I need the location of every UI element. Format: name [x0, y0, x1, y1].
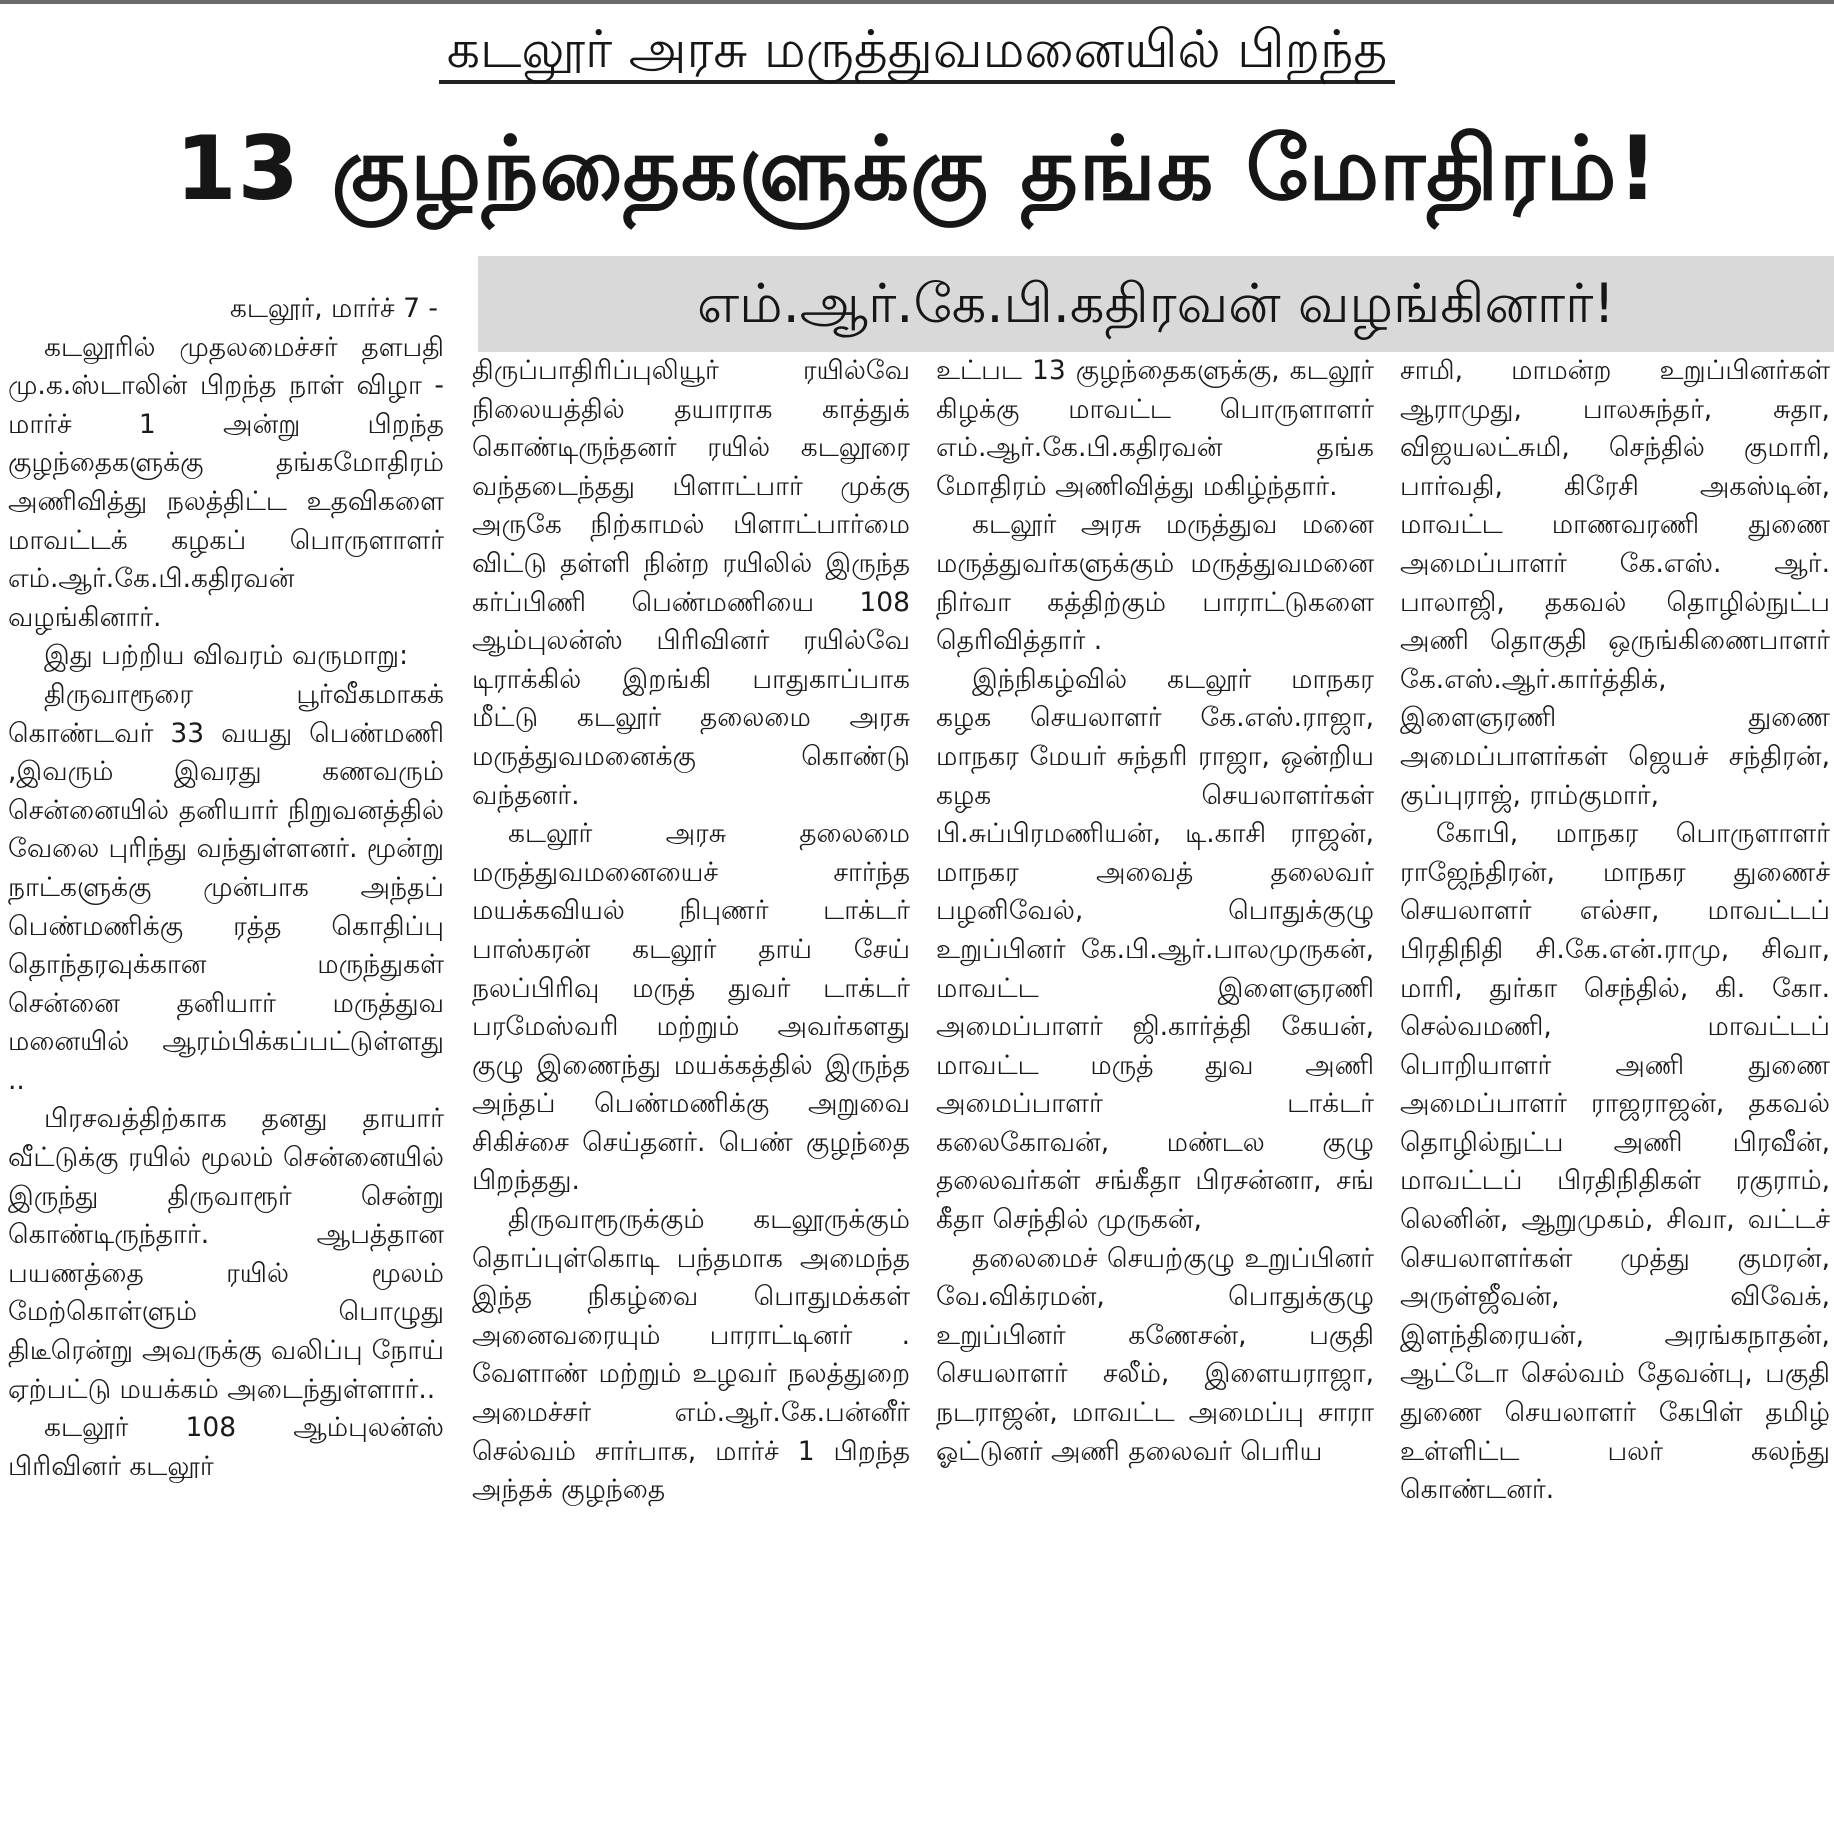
paragraph: பிரசவத்திற்காக தனது தாயார் வீட்டுக்கு ரயில் மூலம் சென்னையில் இருந்து திருவாரூர் சென்று கொண்டிருந்தார். ஆபத்தான பயணத்தை ரயில் மூலம் மேற்கொள்ளும் பொழுது திடீரென்று அவருக்கு வலிப்பு நோய் ஏற்பட்டு மயக்கம் அடைந்துள்ளார்..: [8, 1103, 444, 1405]
paragraph: கடலூரில் முதலமைச்சர் தளபதி மு.க.ஸ்டாலின் பிறந்த நாள் விழா - மார்ச் 1 அன்று பிறந்த குழந்தைகளுக்கு தங்கமோதிரம் அணிவித்து நலத்திட்ட உதவிகளை மாவட்டக் கழகப் பொருளாளர் எம்.ஆர்.கே.பி.கதிரவன் வழங்கினார்.: [8, 331, 444, 633]
article-column-2: [472, 352, 910, 1510]
paragraph: தலைமைச் செயற்குழு உறுப்பினர் வே.விக்ரமன், பொதுக்குழு உறுப்பினர் கணேசன், பகுதி செயலாளர் சலீம், இளையராஜா, நடராஜன், மாவட்ட அமைப்பு சாரா ஓட்டுனர் அணி தலைவர் பெரிய: [936, 1242, 1374, 1467]
deck-banner: [478, 256, 1834, 352]
dateline: கடலூர், மார்ச் 7 -: [229, 293, 438, 324]
paragraph: கடலூர் 108 ஆம்புலன்ஸ் பிரிவினர் கடலூர்: [8, 1412, 444, 1482]
paragraph: கடலூர் அரசு மருத்துவ மனை மருத்துவர்களுக்கும் மருத்துவமனை நிர்வா கத்திற்கும் பாராட்டுகளை தெரிவித்தார் .: [936, 509, 1374, 657]
paragraph: திருப்பாதிரிப்புலியூர் ரயில்வே நிலையத்தில் தயாராக காத்துக் கொண்டிருந்தனர் ரயில் கடலூரை வந்தடைந்தது பிளாட்பார் முக்கு அருகே நிற்காமல் பிளாட்பார்மை விட்டு தள்ளி நின்ற ரயிலில் இருந்த கர்ப்பிணி பெண்மணியை 108 ஆம்புலன்ஸ் பிரிவினர் ரயில்வே டிராக்கில் இறங்கி பாதுகாப்பாக மீட்டு கடலூர் தலைமை அரசு மருத்துவமனைக்கு கொண்டு வந்தனர்.: [472, 355, 910, 811]
paragraph: இந்நிகழ்வில் கடலூர் மாநகர கழக செயலாளர் கே.எஸ்.ராஜா, மாநகர மேயர் சுந்தரி ராஜா, ஒன்றிய கழக செயலாளர்கள் பி.சுப்பிரமணியன், டி.காசி ராஜன், மாநகர அவைத் தலைவர் பழனிவேல், பொதுக்குழு உறுப்பினர் கே.பி.ஆர்.பாலமுருகன், மாவட்ட இளைஞரணி அமைப்பாளர் ஜி.கார்த்தி கேயன், மாவட்ட மருத் துவ அணி அமைப்பாளர் டாக்டர் கலைகோவன், மண்டல குழு தலைவர்கள் சங்கீதா பிரசன்னா, சங் கீதா செந்தில் முருகன்,: [936, 663, 1374, 1236]
deck-text: எம்.ஆர்.கே.பி.கதிரவன் வழங்கினார்!: [697, 272, 1615, 335]
paragraph: கடலூர் அரசு தலைமை மருத்துவமனையைச் சார்ந்த மயக்கவியல் நிபுணர் டாக்டர் பாஸ்கரன் கடலூர் தாய் சேய் நலப்பிரிவு மருத் துவர் டாக்டர் பரமேஸ்வரி மற்றும் அவர்களது குழு இணைந்து மயக்கத்தில் இருந்த அந்தப் பெண்மணிக்கு அறுவை சிகிச்சை செய்தனர். பெண் குழந்தை பிறந்தது.: [472, 818, 910, 1197]
article-column-1: [8, 290, 444, 1486]
top-rule: [0, 0, 1834, 4]
kicker-line: [0, 18, 1834, 82]
paragraph: சாமி, மாமன்ற உறுப்பினர்கள் ஆராமுது, பாலசுந்தர், சுதா, விஜயலட்சுமி, செந்தில் குமாரி, பார்வதி, கிரேசி அகஸ்டின், மாவட்ட மாணவரணி துணை அமைப்பாளர் கே.எஸ். ஆர். பாலாஜி, தகவல் தொழில்நுட்ப அணி தொகுதி ஒருங்கிணைபாளர் கே.எஸ்.ஆர்.கார்த்திக், இளைஞரணி துணை அமைப்பாளர்கள் ஜெயச் சந்திரன், குப்புராஜ், ராம்குமார்,: [1400, 355, 1830, 811]
article-column-4: [1400, 352, 1830, 1510]
paragraph: திருவாரூருக்கும் கடலூருக்கும் தொப்புள்கொடி பந்தமாக அமைந்த இந்த நிகழ்வை பொதுமக்கள் அனைவரையும் பாராட்டினர் . வேளாண் மற்றும் உழவர் நலத்துறை அமைச்சர் எம்.ஆர்.கே.பன்னீர் செல்வம் சார்பாக, மார்ச் 1 பிறந்த அந்தக் குழந்தை: [472, 1204, 910, 1506]
paragraph: இது பற்றிய விவரம் வருமாறு:: [44, 640, 408, 672]
paragraph: திருவாரூரை பூர்வீகமாகக் கொண்டவர் 33 வயது பெண்மணி ,இவரும் இவரது கணவரும் சென்னையில் தனியார் நிறுவனத்தில் வேலை புரிந்து வந்துள்ளனர். மூன்று நாட்களுக்கு முன்பாக அந்தப் பெண்மணிக்கு ரத்த கொதிப்பு தொந்தரவுக்கான மருந்துகள் சென்னை தனியார் மருத்துவ மனையில் ஆரம்பிக்கப்பட்டுள்ளது ..: [8, 678, 444, 1096]
headline: 13 குழந்தைகளுக்கு தங்க மோதிரம்!: [175, 117, 1659, 220]
kicker-text: கடலூர் அரசு மருத்துவமனையில் பிறந்த: [439, 20, 1395, 84]
paragraph: உட்பட 13 குழந்தைகளுக்கு, கடலூர் கிழக்கு மாவட்ட பொருளாளர் எம்.ஆர்.கே.பி.கதிரவன் தங்க மோதிரம் அணிவித்து மகிழ்ந்தார்.: [936, 355, 1374, 502]
paragraph: கோபி, மாநகர பொருளாளர் ராஜேந்திரன், மாநகர துணைச் செயலாளர் எல்சா, மாவட்டப் பிரதிநிதி சி.கே.என்.ராமு, சிவா, மாரி, துர்கா செந்தில், கி. கோ. செல்வமணி, மாவட்டப் பொறியாளர் அணி துணை அமைப்பாளர் ராஜராஜன், தகவல் தொழில்நுட்ப அணி பிரவீன், மாவட்டப் பிரதிநிதிகள் ரகுராம், லெனின், ஆறுமுகம், சிவா, வட்டச் செயலாளர்கள் முத்து குமரன், அருள்ஜீவன், விவேக், இளந்திரையன், அரங்கநாதன், ஆட்டோ செல்வம் தேவன்பு, பகுதி துணை செயலாளர் கேபிள் தமிழ் உள்ளிட்ட பலர் கலந்து கொண்டனர்.: [1400, 818, 1830, 1506]
article-column-3: [936, 352, 1374, 1471]
